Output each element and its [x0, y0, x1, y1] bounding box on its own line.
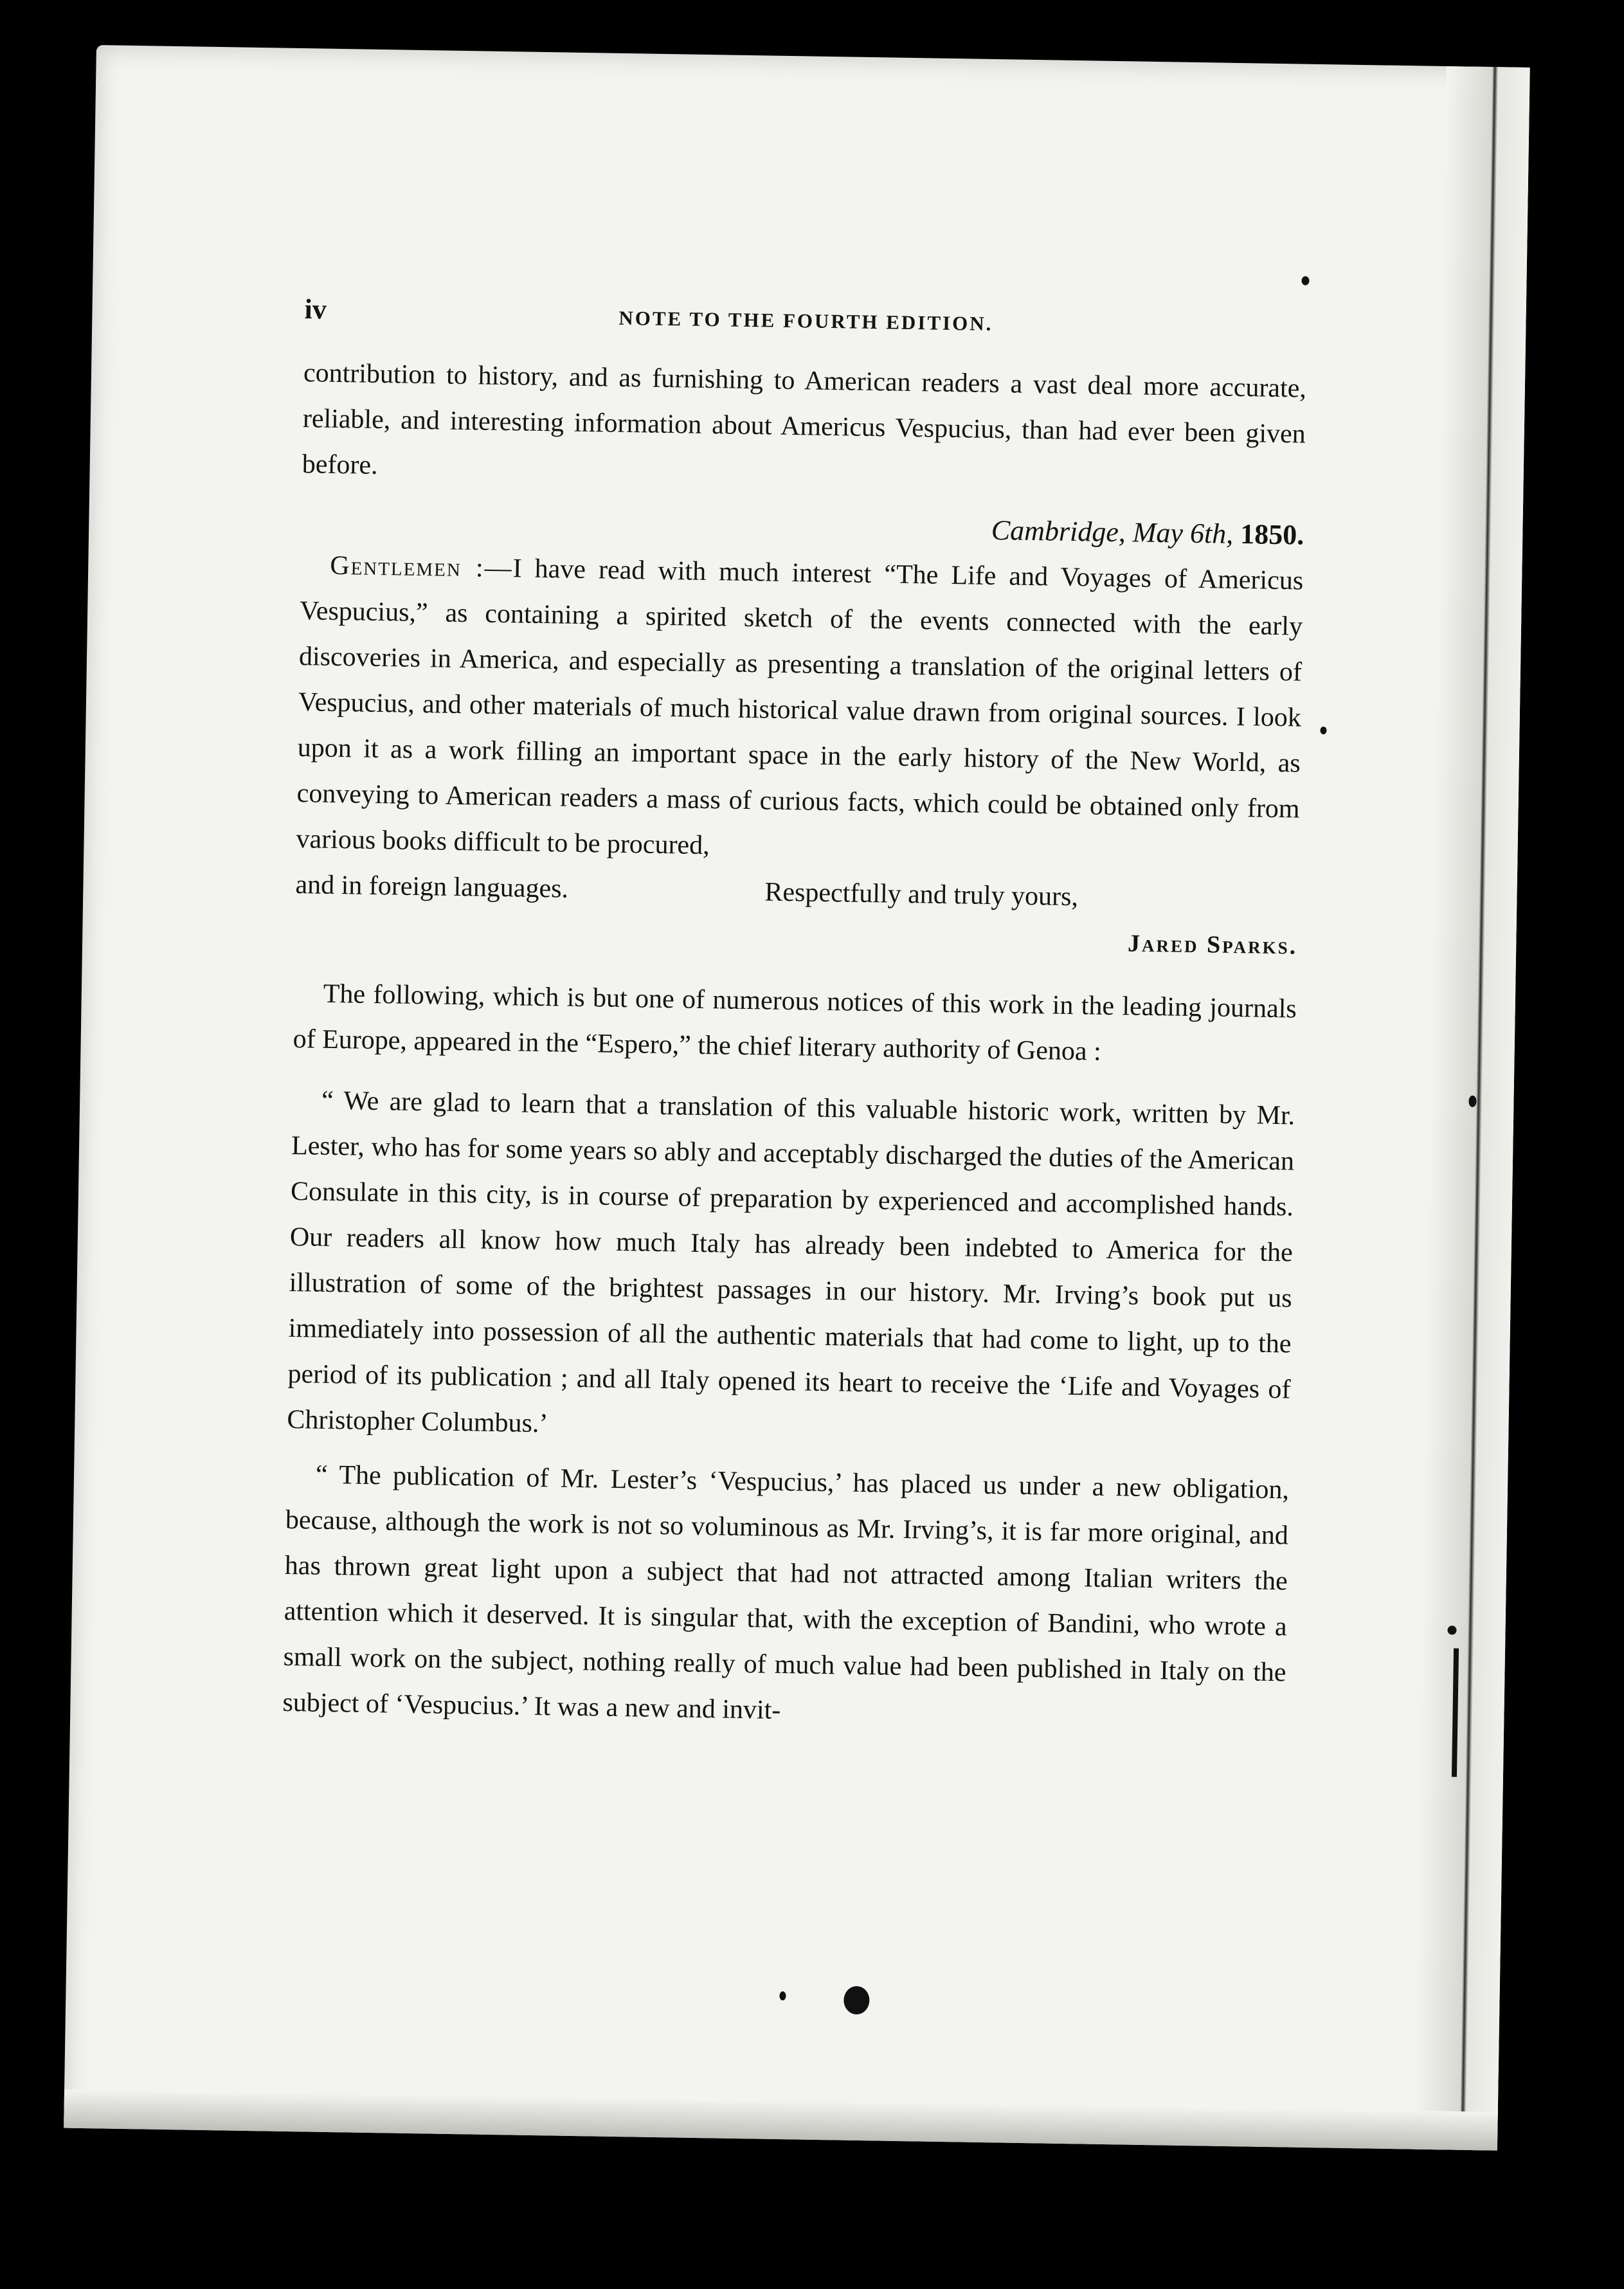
quote-paragraph-1: “ We are glad to learn that a translation of this valuable historic work, written by Mr. Lester, who has for some years so ably and acceptably discharged the duties of the American Consulate in this city, is in course of preparation by experienced and accomplished hands. Our readers all know how much Italy has already been indebted to America for the illustration of some of the brightest passages in our history. Mr. Irving’s book put us immediately into possession of all the authentic materials that had come to light, up to the period of its publication ; and all Italy opened its heart to receive the ‘Life and Voyages of Christopher Columbus.’ — [287, 1085, 1295, 1439]
page-edge-shadow — [1414, 66, 1530, 2151]
running-title: NOTE TO THE FOURTH EDITION. — [618, 306, 993, 335]
letter-signature: Jared Sparks. — [1127, 930, 1298, 960]
scan-speck — [844, 1986, 870, 2015]
letter-closing-right: Respectfully and truly yours, — [764, 877, 1079, 912]
letter-body — [296, 543, 1304, 878]
scan-speck — [1301, 276, 1309, 285]
opening-paragraph: contribution to history, and as furnishing to American readers a vast deal more accurate, reliable, and interesting information about Americus Vespucius, than had ever been given before. — [302, 358, 1307, 480]
scan-speck — [1320, 727, 1326, 734]
page-bottom-edge — [64, 2090, 1498, 2151]
letter-salutation: Gentlemen :— — [329, 550, 514, 584]
quote-paragraph-2: “ The publication of Mr. Lester’s ‘Vespucius,’ has placed us under a new obligation, because, although the work is not so voluminous as Mr. Irving’s, it is far more original, and has thrown great light upon a subject that had not attracted among Italian writers the attention which it deserved. It is singular that, with the exception of Bandini, who wrote a small work on the subject, nothing really of much value had been published in Italy on the subject of ‘Vespucius.’ It was a new and invit- — [282, 1460, 1290, 1726]
scan-speck — [1447, 1625, 1456, 1634]
page-number: iv — [304, 293, 327, 325]
page-text — [282, 293, 1308, 1741]
letter-place-date: Cambridge, May 6th, — [991, 514, 1234, 550]
letter-body-text: I have read with much interest “The Life and Voyages of Americus Vespucius,” as containing a spirited sketch of the events connected with the early discoveries in America, and especially as presenting a translation of the original letters of Vespucius, and other materials of much historical value drawn from original sources. I look upon it as a work filling an important space in the early history of the New World, as conveying to American readers a mass of curious facts, which could be obtained only from various books difficult to be procured, — [296, 554, 1304, 861]
scanned-page — [64, 45, 1530, 2151]
scan-speck — [779, 1991, 786, 2000]
letter-year: 1850. — [1240, 518, 1304, 551]
espero-quote — [282, 1078, 1295, 1741]
letter-closing-left: and in foreign languages. — [295, 870, 569, 904]
intro-paragraph: The following, which is but one of numerous notices of this work in the leading journals of Europe, appeared in the “Espero,” the chief literary authority of Genoa : — [293, 979, 1297, 1067]
